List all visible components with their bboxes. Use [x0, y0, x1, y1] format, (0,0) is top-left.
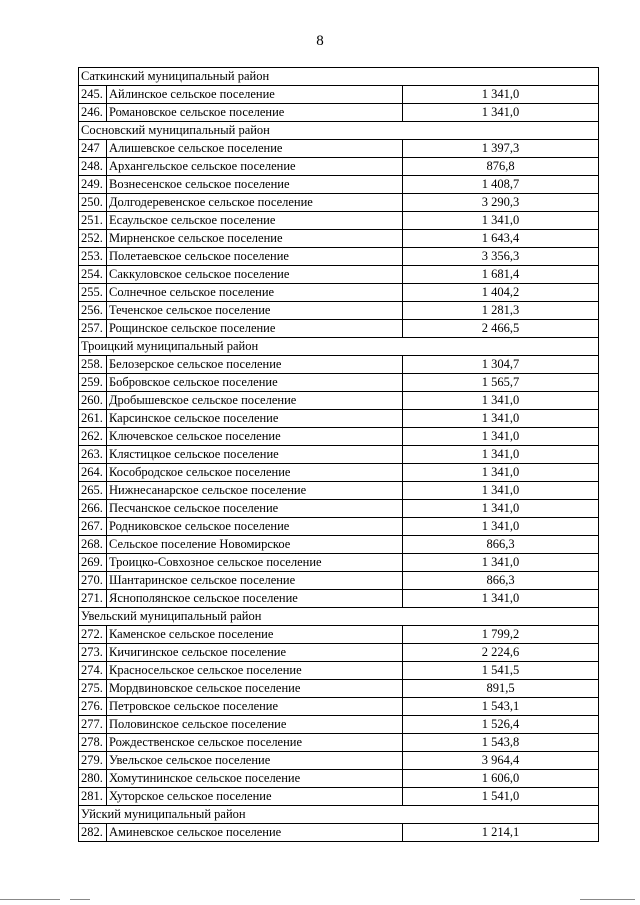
- district-name: Уйский муниципальный район: [79, 806, 599, 824]
- row-number: 274.: [79, 662, 107, 680]
- table-row: [79, 536, 599, 554]
- allocation-value: 1 341,0: [403, 410, 599, 428]
- settlement-name: Бобровское сельское поселение: [107, 374, 403, 392]
- table-row: [79, 788, 599, 806]
- settlement-name: Нижнесанарское сельское поселение: [107, 482, 403, 500]
- table-row: [79, 644, 599, 662]
- settlement-name: Архангельское сельское поселение: [107, 158, 403, 176]
- district-header-row: [79, 338, 599, 356]
- row-number: 280.: [79, 770, 107, 788]
- row-number: 281.: [79, 788, 107, 806]
- row-number: 268.: [79, 536, 107, 554]
- row-number: 250.: [79, 194, 107, 212]
- row-number: 279.: [79, 752, 107, 770]
- row-number: 262.: [79, 428, 107, 446]
- settlement-name: Сельское поселение Новомирское: [107, 536, 403, 554]
- row-number: 260.: [79, 392, 107, 410]
- table-row: [79, 734, 599, 752]
- allocation-value: 1 397,3: [403, 140, 599, 158]
- table-row: [79, 590, 599, 608]
- allocation-value: 1 643,4: [403, 230, 599, 248]
- allocation-value: 1 341,0: [403, 590, 599, 608]
- allocation-value: 1 341,0: [403, 500, 599, 518]
- settlement-name: Половинское сельское поселение: [107, 716, 403, 734]
- table-row: [79, 86, 599, 104]
- allocation-value: 1 341,0: [403, 554, 599, 572]
- district-name: Увельский муниципальный район: [79, 608, 599, 626]
- table-row: [79, 410, 599, 428]
- table-row: [79, 302, 599, 320]
- allocation-value: 3 290,3: [403, 194, 599, 212]
- district-name: Саткинский муниципальный район: [79, 68, 599, 86]
- row-number: 253.: [79, 248, 107, 266]
- allocation-value: 1 541,5: [403, 662, 599, 680]
- settlement-name: Рощинское сельское поселение: [107, 320, 403, 338]
- table-row: [79, 500, 599, 518]
- table-row: [79, 662, 599, 680]
- settlement-name: Песчанское сельское поселение: [107, 500, 403, 518]
- row-number: 249.: [79, 176, 107, 194]
- settlement-name: Есаульское сельское поселение: [107, 212, 403, 230]
- row-number: 263.: [79, 446, 107, 464]
- row-number: 256.: [79, 302, 107, 320]
- row-number: 278.: [79, 734, 107, 752]
- page-number: 8: [316, 33, 324, 49]
- table-row: [79, 230, 599, 248]
- settlement-name: Полетаевское сельское поселение: [107, 248, 403, 266]
- allocation-value: 1 341,0: [403, 518, 599, 536]
- table-row: [79, 446, 599, 464]
- row-number: 276.: [79, 698, 107, 716]
- allocation-value: 1 341,0: [403, 446, 599, 464]
- settlement-name: Аминевское сельское поселение: [107, 824, 403, 842]
- row-number: 275.: [79, 680, 107, 698]
- row-number: 254.: [79, 266, 107, 284]
- settlement-name: Долгодеревенское сельское поселение: [107, 194, 403, 212]
- allocation-value: 1 543,1: [403, 698, 599, 716]
- row-number: 258.: [79, 356, 107, 374]
- table-row: [79, 104, 599, 122]
- settlement-name: Айлинское сельское поселение: [107, 86, 403, 104]
- allocation-value: 866,3: [403, 572, 599, 590]
- table-body: [79, 68, 599, 842]
- settlement-name: Красносельское сельское поселение: [107, 662, 403, 680]
- district-header-row: [79, 122, 599, 140]
- row-number: 267.: [79, 518, 107, 536]
- settlement-name: Теченское сельское поселение: [107, 302, 403, 320]
- table-row: [79, 212, 599, 230]
- table-row: [79, 716, 599, 734]
- settlement-name: Мордвиновское сельское поселение: [107, 680, 403, 698]
- allocation-value: 1 681,4: [403, 266, 599, 284]
- table-row: [79, 572, 599, 590]
- settlement-name: Петровское сельское поселение: [107, 698, 403, 716]
- allocation-value: 1 341,0: [403, 86, 599, 104]
- settlement-name: Увельское сельское поселение: [107, 752, 403, 770]
- settlement-name: Белозерское сельское поселение: [107, 356, 403, 374]
- table-row: [79, 770, 599, 788]
- table-row: [79, 248, 599, 266]
- row-number: 264.: [79, 464, 107, 482]
- settlement-name: Троицко-Совхозное сельское поселение: [107, 554, 403, 572]
- row-number: 257.: [79, 320, 107, 338]
- table-row: [79, 140, 599, 158]
- settlement-name: Хуторское сельское поселение: [107, 788, 403, 806]
- settlement-name: Саккуловское сельское поселение: [107, 266, 403, 284]
- footer-scan-marks: [0, 896, 640, 902]
- settlement-name: Хомутининское сельское поселение: [107, 770, 403, 788]
- settlement-name: Родниковское сельское поселение: [107, 518, 403, 536]
- settlement-name: Каменское сельское поселение: [107, 626, 403, 644]
- allocation-value: 1 341,0: [403, 104, 599, 122]
- row-number: 247: [79, 140, 107, 158]
- settlement-name: Яснополянское сельское поселение: [107, 590, 403, 608]
- table-row: [79, 284, 599, 302]
- table-row: [79, 428, 599, 446]
- table-row: [79, 680, 599, 698]
- row-number: 251.: [79, 212, 107, 230]
- row-number: 261.: [79, 410, 107, 428]
- settlement-name: Кичигинское сельское поселение: [107, 644, 403, 662]
- allocation-value: 2 466,5: [403, 320, 599, 338]
- allocation-value: 1 541,0: [403, 788, 599, 806]
- allocation-value: 3 964,4: [403, 752, 599, 770]
- row-number: 266.: [79, 500, 107, 518]
- allocation-value: 1 281,3: [403, 302, 599, 320]
- allocation-value: 1 304,7: [403, 356, 599, 374]
- table-row: [79, 194, 599, 212]
- settlement-name: Рождественское сельское поселение: [107, 734, 403, 752]
- row-number: 246.: [79, 104, 107, 122]
- allocation-value: 1 341,0: [403, 212, 599, 230]
- row-number: 255.: [79, 284, 107, 302]
- table-row: [79, 698, 599, 716]
- row-number: 282.: [79, 824, 107, 842]
- settlement-name: Романовское сельское поселение: [107, 104, 403, 122]
- district-header-row: [79, 608, 599, 626]
- table-row: [79, 482, 599, 500]
- allocation-value: 1 341,0: [403, 392, 599, 410]
- table-row: [79, 320, 599, 338]
- settlement-name: Кособродское сельское поселение: [107, 464, 403, 482]
- district-header-row: [79, 806, 599, 824]
- row-number: 248.: [79, 158, 107, 176]
- allocation-value: 3 356,3: [403, 248, 599, 266]
- allocation-value: 1 526,4: [403, 716, 599, 734]
- allocation-value: 1 404,2: [403, 284, 599, 302]
- table-row: [79, 464, 599, 482]
- table-row: [79, 158, 599, 176]
- settlement-name: Ключевское сельское поселение: [107, 428, 403, 446]
- district-header-row: [79, 68, 599, 86]
- settlement-name: Мирненское сельское поселение: [107, 230, 403, 248]
- row-number: 270.: [79, 572, 107, 590]
- row-number: 273.: [79, 644, 107, 662]
- allocation-value: 1 341,0: [403, 482, 599, 500]
- table-row: [79, 266, 599, 284]
- table-row: [79, 626, 599, 644]
- settlement-name: Дробышевское сельское поселение: [107, 392, 403, 410]
- allocation-value: 876,8: [403, 158, 599, 176]
- allocation-value: 866,3: [403, 536, 599, 554]
- table-row: [79, 518, 599, 536]
- table-row: [79, 752, 599, 770]
- settlement-name: Карсинское сельское поселение: [107, 410, 403, 428]
- district-name: Сосновский муниципальный район: [79, 122, 599, 140]
- table-row: [79, 374, 599, 392]
- row-number: 277.: [79, 716, 107, 734]
- allocation-value: 891,5: [403, 680, 599, 698]
- row-number: 272.: [79, 626, 107, 644]
- allocation-value: 2 224,6: [403, 644, 599, 662]
- table-row: [79, 356, 599, 374]
- row-number: 259.: [79, 374, 107, 392]
- row-number: 269.: [79, 554, 107, 572]
- settlement-name: Алишевское сельское поселение: [107, 140, 403, 158]
- allocation-value: 1 341,0: [403, 428, 599, 446]
- row-number: 252.: [79, 230, 107, 248]
- row-number: 271.: [79, 590, 107, 608]
- settlement-name: Вознесенское сельское поселение: [107, 176, 403, 194]
- allocation-value: 1 214,1: [403, 824, 599, 842]
- table-row: [79, 824, 599, 842]
- allocation-value: 1 565,7: [403, 374, 599, 392]
- table-row: [79, 392, 599, 410]
- settlement-name: Клястицкое сельское поселение: [107, 446, 403, 464]
- allocation-value: 1 606,0: [403, 770, 599, 788]
- allocation-value: 1 543,8: [403, 734, 599, 752]
- settlement-name: Шантаринское сельское поселение: [107, 572, 403, 590]
- row-number: 245.: [79, 86, 107, 104]
- allocation-value: 1 341,0: [403, 464, 599, 482]
- allocation-table: [78, 67, 599, 842]
- allocation-value: 1 799,2: [403, 626, 599, 644]
- table-row: [79, 176, 599, 194]
- settlement-name: Солнечное сельское поселение: [107, 284, 403, 302]
- allocation-value: 1 408,7: [403, 176, 599, 194]
- table-row: [79, 554, 599, 572]
- district-name: Троицкий муниципальный район: [79, 338, 599, 356]
- row-number: 265.: [79, 482, 107, 500]
